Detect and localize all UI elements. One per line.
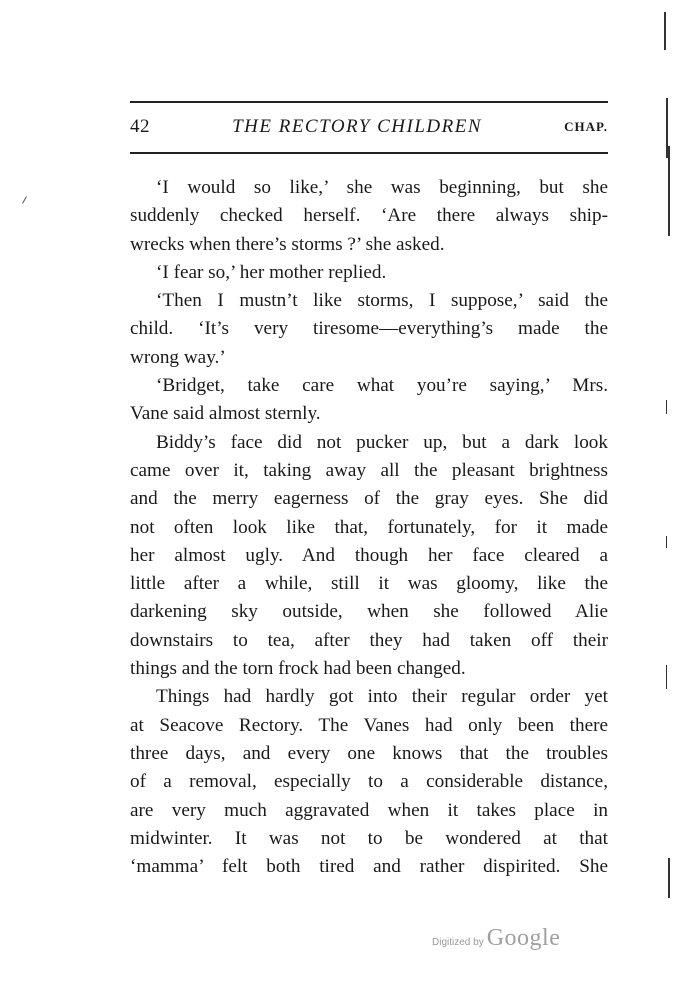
text-line: child. ‘It’s very tiresome—everything’s made the [130,318,608,340]
text-line: Things had hardly got into their regular order yet [156,686,608,708]
running-title: THE RECTORY CHILDREN [232,116,483,137]
text-line: not often look like that, fortunately, for it made [130,516,608,538]
running-head [130,112,608,142]
text-line: ‘mamma’ felt both tired and rather dispirited. She [130,856,608,878]
scan-edge-mark [666,665,667,689]
digitization-watermark [432,925,560,952]
scan-edge-mark [664,12,666,50]
text-line: suddenly checked herself. ‘Are there always ship- [130,205,608,227]
scan-speck [22,196,27,203]
chapter-abbrev: CHAP. [564,119,608,134]
text-line: of a removal, especially to a considerable distance, [130,771,608,793]
text-line: downstairs to tea, after they had taken off their [130,629,608,651]
text-line: ‘Then I mustn’t like storms, I suppose,’ said the [156,290,608,312]
header-rule-bottom [130,152,608,154]
scan-edge-mark [668,146,670,236]
watermark-prefix: Digitized by [432,937,484,948]
watermark-brand: Google [486,925,561,951]
text-line: ‘I fear so,’ her mother replied. [156,261,387,283]
text-line: at Seacove Rectory. The Vanes had only been there [130,714,608,736]
scan-edge-mark [668,858,670,898]
header-rule-top [130,101,608,103]
text-line: wrecks when there’s storms ?’ she asked. [130,233,445,255]
text-line: Biddy’s face did not pucker up, but a dark look [156,431,608,453]
text-line: are very much aggravated when it takes place in [130,799,608,821]
page-number: 42 [130,116,150,137]
text-line: little after a while, still it was gloomy, like the [130,573,608,595]
scan-edge-mark [666,400,667,414]
text-line: midwinter. It was not to be wondered at that [130,827,608,849]
scan-edge-mark [666,536,667,548]
text-line: darkening sky outside, when she followed Alie [130,601,608,623]
text-line: came over it, taking away all the pleasant brightness [130,459,608,481]
text-line: her almost ugly. And though her face cleared a [130,544,608,566]
text-line: ‘I would so like,’ she was beginning, but she [156,177,608,198]
text-line: and the merry eagerness of the gray eyes. She did [130,488,608,510]
text-line: things and the torn frock had been changed. [130,658,466,680]
text-line: three days, and every one knows that the troubles [130,742,608,764]
text-line: ‘Bridget, take care what you’re saying,’ Mrs. [156,375,608,397]
text-line: wrong way.’ [130,346,226,368]
text-line: Vane said almost sternly. [130,403,321,425]
body-text [130,174,608,881]
